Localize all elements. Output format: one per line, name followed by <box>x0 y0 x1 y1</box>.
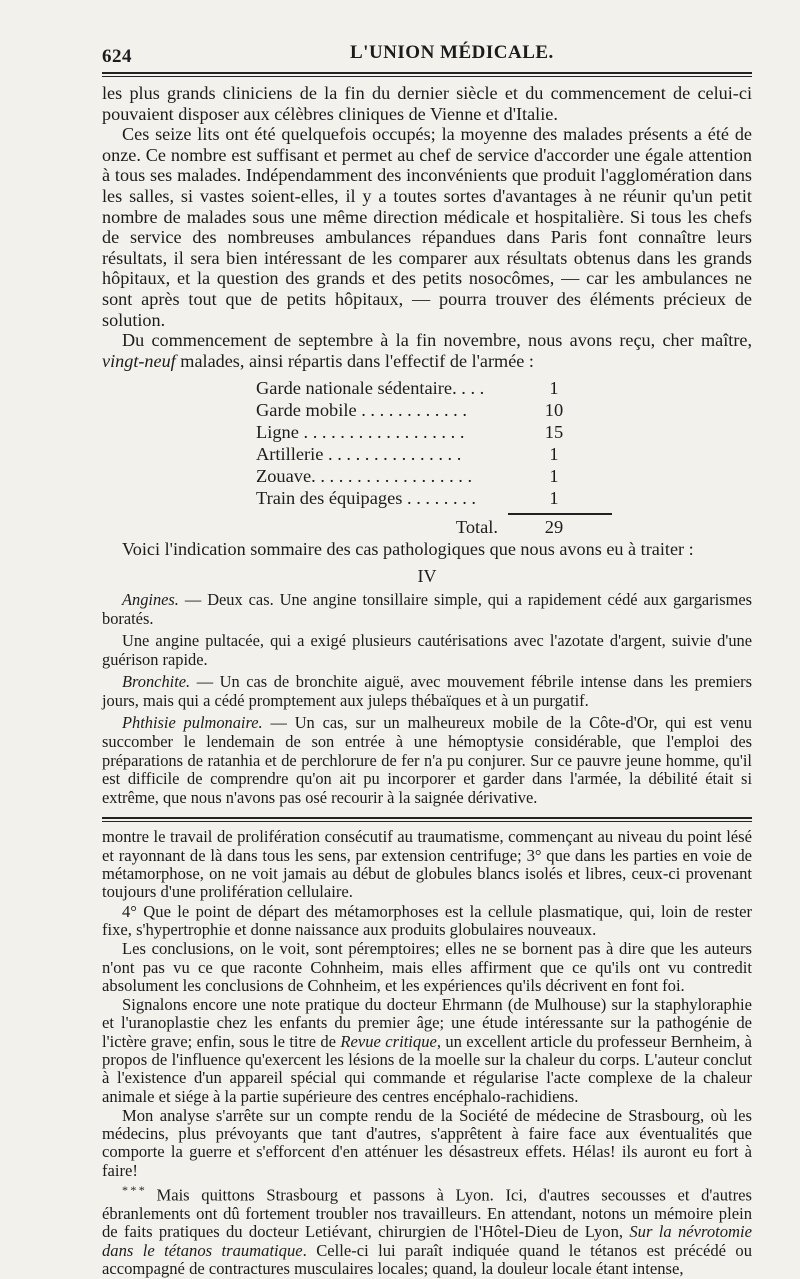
army-distribution-table <box>256 377 574 539</box>
table-row <box>256 443 574 465</box>
case-text: — Un cas, sur un malheureux mobile de la Côte-d'Or, qui est venu succomber le lendemain de son entrée à une hémoptysie considérable, que l'emploi des préparations de ratanhia et de perchlorure de fer n'a pu conjurer. Sur ce pauvre jeune homme, qu'il est difficile de comprendre qu'on ait pu incorporer et garder dans l'armée, la débilité était si extrême, que nous n'avons pas osé recourir à la saignée dérivative. <box>102 713 752 807</box>
row-value: 1 <box>549 466 559 487</box>
lyon-text: Mais quittons Strasbourg et passons à Lyon. Ici, d'autres secousses et d'autres ébranlements ont dû fortement troubler nos travailleurs. En attendant, notons un mémoire plein de faits pratiques du docteur Letiévant, chirurgien de l'Hôtel-Dieu de Lyon, <box>102 1185 752 1242</box>
paragraph-strasbourg: Mon analyse s'arrête sur un compte rendu de la Société de médecine de Strasbourg, où les médecins, plus prévoyants que tant d'autres, s'apprêtent à faire face aux éventualités que comporte la guerre et s'efforcent d'en atténuer les désastreux effets. Hélas! ils auront eu fort à faire! <box>102 1105 752 1180</box>
lyon-text-end: . Celle-ci lui paraît indiquée quand le tétanos est précédé ou accompagné de contractures musculaires locales; quand, la douleur locale étant intense, <box>102 1240 752 1278</box>
upper-text <box>102 83 752 371</box>
row-value: 1 <box>549 378 559 399</box>
case-phthisie <box>102 714 752 807</box>
row-label: Garde mobile . . . . . . . . . . . . <box>256 400 467 421</box>
row-value: 15 <box>544 422 564 443</box>
header-rule <box>102 72 752 77</box>
table-row <box>256 399 574 421</box>
case-angine-pultacee: Une angine pultacée, qui a exigé plusieurs cautérisations avec l'azotate d'argent, suivie d'une guérison rapide. <box>102 631 752 669</box>
paragraph-conclusions: Les conclusions, on le voit, sont péremptoires; elles ne se bornent pas à dire que les auteurs n'ont pas vu ce que raconte Cohnheim, mais elles affirment que ce qu'ils ont vu contredit absolument les conclusions de Cohnheim, et les expériences qu'ils décrivent en font foi. <box>102 939 752 995</box>
case-bronchite <box>102 673 752 710</box>
row-label: Garde nationale sédentaire. . . . <box>256 378 485 399</box>
section-number: IV <box>417 565 437 586</box>
paragraph-admissions <box>102 330 752 371</box>
ehrmann-text-end: , un excellent article du professeur Bernheim, à propos de l'influence qu'exercent les lésions de la moelle sur la chaleur du corps. L'auteur conclut à l'existence d'un appareil spécial qui commande et régularise l'acte complexe de la chaleur animale et siége à la partie supérieure des centres encéphalo-rachidiens. <box>102 1031 752 1106</box>
paragraph-continuation: les plus grands cliniciens de la fin du dernier siècle et du commencement de celui-ci pouvaient disposer aux célèbres cliniques de Vienne et d'Italie. <box>102 83 752 124</box>
table-row <box>256 377 574 399</box>
table-row <box>256 465 574 487</box>
table-row <box>256 421 574 443</box>
row-label: Train des équipages . . . . . . . . <box>256 488 476 509</box>
paragraph-plasmatic-cell: 4° Que le point de départ des métamorphoses est la cellule plasmatique, qui, loin de rester fixe, s'hypertrophie et donne naissance aux produits globulaires nouveaux. <box>102 901 752 939</box>
case-text: — Deux cas. Une angine tonsillaire simple, qui a rapidement cédé aux gargarismes boratés. <box>102 589 752 628</box>
case-term: Angines. <box>122 589 179 609</box>
case-angines <box>102 591 752 628</box>
case-term: Phthisie pulmonaire. <box>122 713 263 733</box>
pathology-cases <box>102 591 752 808</box>
row-value: 1 <box>549 444 559 465</box>
total-row <box>256 515 574 539</box>
row-label: Artillerie . . . . . . . . . . . . . . . <box>256 444 462 465</box>
summary-intro: Voici l'indication sommaire des cas pathologiques que nous avons eu à traiter : <box>122 539 694 560</box>
row-value: 10 <box>544 400 564 421</box>
row-value: 1 <box>549 488 559 509</box>
feuilleton-rule <box>102 817 752 822</box>
row-label: Ligne . . . . . . . . . . . . . . . . . . <box>256 422 465 443</box>
paragraph-lyon <box>102 1181 752 1278</box>
total-label: Total. <box>455 517 498 538</box>
admissions-text-end: malades, ainsi répartis dans l'effectif de l'armée : <box>175 350 534 371</box>
memoire-title-italic: Sur la névrotomie dans le tétanos traumatique <box>102 1222 752 1260</box>
table-row <box>256 487 574 509</box>
lower-text <box>102 828 752 1278</box>
total-value: 29 <box>544 517 564 538</box>
page-header <box>102 40 752 70</box>
admissions-text: Du commencement de septembre à la fin novembre, nous avons reçu, cher maître, <box>122 330 752 351</box>
revue-critique-italic: Revue critique <box>340 1031 437 1051</box>
paragraph-proliferation: montre le travail de prolifération consécutif au traumatisme, commençant au niveau du point lésé et rayonnant de là dans tous les sens, par extension centrifuge; 3° que dans les parties en voie de métamorphose, on ne voit jamais au début de globules blancs isolés et libres, ceux-ci provenant toujours d'une prolifération cellulaire. <box>102 827 752 902</box>
row-label: Zouave. . . . . . . . . . . . . . . . . . <box>256 466 473 487</box>
ehrmann-text: Signalons encore une note pratique du docteur Ehrmann (de Mulhouse) sur la staphyloraphie et l'uranoplastie chez les enfants du premier âge; une étude intéressante sur la pathogénie de l'ictère grave; enfin, sous le titre de <box>102 995 752 1051</box>
case-text: — Un cas de bronchite aiguë, avec mouvement fébrile intense dans les premiers jours, mais qui a cédé promptement aux juleps thébaïques et à un purgatif. <box>102 672 752 710</box>
page-number: 624 <box>102 46 132 67</box>
paragraph-beds: Ces seize lits ont été quelquefois occupés; la moyenne des malades présents a été de onze. Ce nombre est suffisant et permet au chef de service d'accorder une égale attention à tous ses malades. Indépendamment des inconvénients que produit l'agglomération dans les salles, si vastes soient-elles, il y a toutes sortes d'avantages à ne réunir qu'un petit nombre de malades sous une même direction médicale et hospitalière. Si tous les chefs de service des nombreuses ambulances répandues dans Paris font connaître leurs résultats, il sera bien intéressant de les comparer aux résultats obtenus dans les grands hôpitaux, et la question des grands et des petits nosocômes, — car les ambulances ne sont après tout que de petits hôpitaux, — pourra trouver des éléments précieux de solution. <box>102 124 752 330</box>
admissions-count-italic: vingt-neuf <box>102 350 176 371</box>
summary-intro-block <box>102 539 752 560</box>
case-term: Bronchite. <box>122 672 191 692</box>
asterism: * * * <box>122 1183 145 1198</box>
running-title: L'UNION MÉDICALE. <box>350 42 554 63</box>
paragraph-ehrmann <box>102 996 752 1106</box>
